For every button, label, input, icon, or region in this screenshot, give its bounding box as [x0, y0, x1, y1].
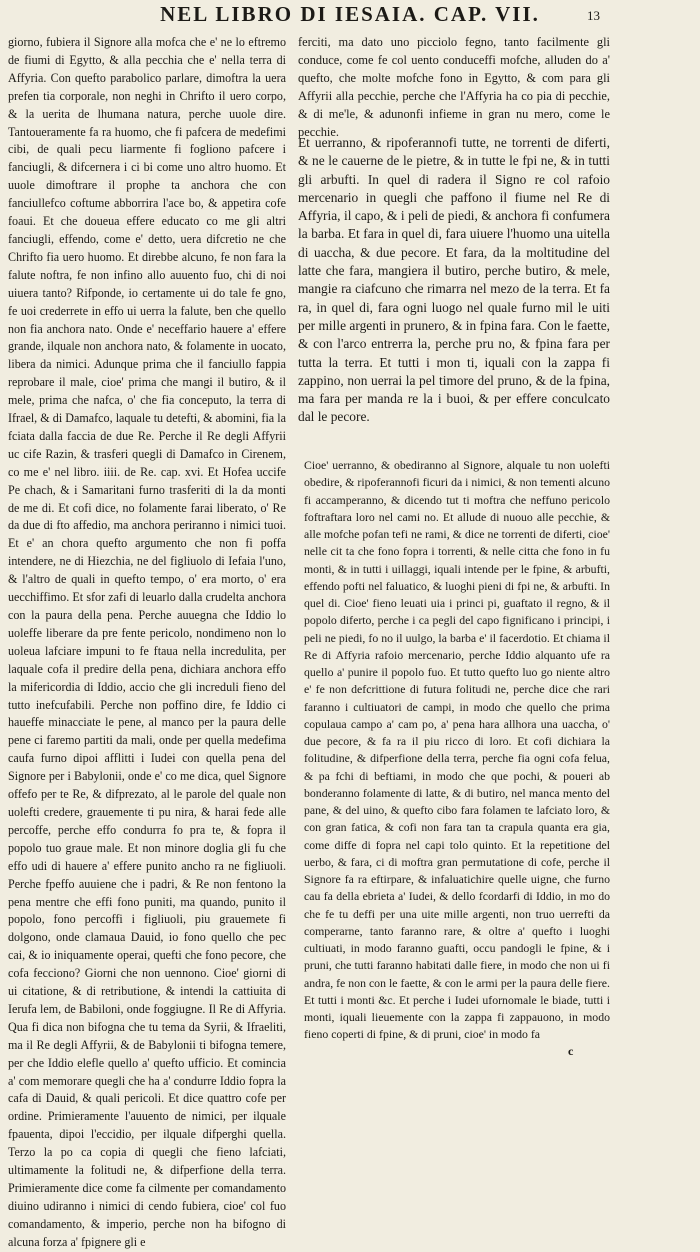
running-title: NEL LIBRO DI IESAIA. CAP. VII. — [160, 2, 540, 26]
right-column-top — [298, 34, 610, 141]
running-header — [0, 2, 700, 34]
scripture-text: Et uerranno, & ripoferannofi tutte, ne torrenti de diferti, & ne le cauerne de le pietre, & in tutte le fpi ne, & in tutti gli arbufti. In quel di radera il Signo re col rafoio mercenario in quegli che paffono il fiume nel Re di Affyria, il capo, & i peli de piedi, & anchora fi confumera la barba. Et fara in quel di, fara uiuere l'huomo una uitella di uaccha, & due pecore. Et fara, da la moltitudine del latte che fara, mangiera il butiro, perche butiro, & mele, mangie ra ciafcuno che rimarra nel mezo de la terra. Et fa ra, in quel di, fara ogni luogo nel quale furno mil le uiti per mille argenti in prunero, & in fpina fara. Con le faette, & con l'arco entrerra la, perche pru no, & fpina fara per tutta la terra. Et tutti i mon ti, iquali con la zappa fi zappino, non uerrai la pel timore del pruno, & de la fpina, ma fara per manda re la i buoi, & per effere conculcato dal le pecore. — [298, 135, 610, 425]
catchword: c — [568, 1044, 574, 1058]
folio-number: 13 — [587, 8, 600, 23]
left-commentary-text: giorno, fubiera il Signore alla mofca che e' ne lo eftremo de fiumi di Egytto, & alla pecchia che e' nella terra di Affyria. Con quefto parabolico parlare, dimoftra la uera prefen tia corporale, non neghi in Chrifto il uero corpo, & la uerita de lhumana natura, perche uuole dire. Tantoueramente fa ra huomo, che fi pafcera de medefimi cibi, de quali pecu liarmente fi fogliono pafcere i fanciugli, & difcernera i ci bi come uno altro huomo. Et uuole dimoftrare il prophe ta anchora che con fanciullefco coftume abborrira l'ace bo, & appetira cofe foaui. Et che doueua effere educato co me gli altri fanciugli, effendo, come e' detto, uera difcretio ne che Chrifto fia uero huomo. Et direbbe alcuno, fe non fara la falute noftra, fe non infino allo auuento fuo, chi di noi uiuera tanto? Rifponde, io certamente ui do tale fe gno, fe uoi crederrete in effo ui uerra la falute, ben che quello non fia anchora nato. Onde e' neceffario hauere a' effere grande, ilquale non anchora nato, & folamente in uocato, libera da nimici. Adunque prima che il fanciullo fappia reprobare il male, cioe' prima che mangi il butiro, & il mele, prima che nafca, o' che fia conceputo, la terra di Ifrael, & di Damafco, laquale tu detefti, & abomini, fia la fciata dalla faccia de due Re. Perche il Re degli Affyrii uc cife Razin, & trasferi quegli di Damafco in Cirenem, co me e' nel libro. iiii. de Re. cap. xvi. Et Hofea uccife Pe chach, & i Samaritani furno trasferiti di la da monti de me di. Et cofi dice, no folamente farai liberato, o' Re da due di fto affedio, ma anchora periranno i nimici tuoi. Et e' an chora quefto argumento che non fi poffa intendere, ne di Hiezchia, ne del figliuolo di Iefaia l'uno, & l'altro de quali in quefto tempo, o' era morto, o' era uecchiffimo. Et sfor zafi di leuarlo dalla crudelta anchora con la paura della pena. Perche auuegna che Iddio lo uoleffe liberare da pre fente pericolo, nondimeno non lo uoleua lafciare impuni to fe ftaua nella incredulita, per laquale cofa il predire della pena, dichiara anchora effo la mifericordia di Iddio, accio che gli increduli fieno del tutto inefcufabili. Perche non poffino dire, fe Iddio ci haueffe minacciate le pene, al manco per la paura delle pene ci faremo partiti da mali, onde per quella medefima caufa furno dipoi afflitti i Iudei con quella pena del Signore per i Babylonii, onde e' co me dica, quel Signore offefo per te Re, & difprezato, al le parole del quale non uolefti credere, grauemente ti pu nira, & harai fede alle percoffe, perche effo condurra fo pra te, & fopra il popolo tuo graue male. Et non minore doglia gli fu che effo udi di hauere a' effere punito ancho ra ne figliuoli. Perche fpeffo auuiene che i padri, & Re non fentono la pena mentre che effi fono puniti, ma quando, punito il popolo, fono percoffi i figliuoli, piu grauemete fi dolgono, onde clamaua Dauid, io fono quello che pec cai, & io iniquamente operai, quefti che fono pecore, che cofa fecciono? Giorni che non uennono. Cioe' giorni di ui citatione, & di retributione, & intendi la cattiuita di Ierufa lem, de Babiloni, onde foggiugne. Il Re di Affyria. Qua fi dica non bifogna che tu tema da Syrii, & Ifraeliti, ma il Re degli Affyrii, & de Babylonii ti bifogna temere, per che Iddio elefle quello a' quefto ufficio. Et comincia a' com memorare quegli che ha a' condurre Iddio fopra la cafa di Dauid, & quali pericoli. Et dice quattro cofe per ordine. Primieramente l'auuento de nimici, per ilquale fpauenta, dipoi l'eccidio, per ilquale difperghi quella. Terzo la po ca copia di quegli che fieno lafciati, ultimamente la folitudi ne, & difperfione della terra. Primieramente dice come fa cilmente per comandamento diuino udiranno i nimici di cendo fubiera, cioe' col fuo comandamento, & imperio, perche non ha bifogno di alcuna forza a' fpignere gli e — [8, 35, 286, 1249]
scripture-passage — [298, 134, 610, 427]
left-column — [8, 34, 286, 1252]
right-commentary-continuation: ferciti, ma dato uno picciolo fegno, tanto facilmente gli conduce, come fe col uento conduceffi mofche, alluden do a' quefto, che molte mofche fono in Egytto, & com para gli Affyrii alla pecchie, perche che l'Affyria ha co pia di pecchie, & di me'le, & adunonfi infieme in gran nu mero, come le pecchie. — [298, 35, 610, 139]
right-commentary — [304, 457, 610, 1044]
right-commentary-text: Cioe' uerranno, & obediranno al Signore, alquale tu non uolefti obedire, & ripoferannofi ficuri da i nimici, & non tementi alcuno fi accamperanno, & dicendo tut ti moftra che neffuno pericolo foftraftara loro nel cami no. Et allude di nuouo alle pecchie, & alle mofche pofan tefi ne rami, & dice ne torrenti de diferti, cioe' nelle cit ta che fono fopra i torrenti, & nelle citta che fono in fu monti, & in tutti i uillaggi, iquali intende per le fpine, & arbufti, effendo pofti nel faluatico, & luoghi pieni di fpi ne, & arbufti. In quel di. Cioe' fieno leuati uia i princi pi, guaftato il regno, & il popolo diferto, perche i ca pegli del capo fignificano i principi, i peli ne piedi, fo no il uulgo, la barba e' il facerdotio. Et chiama il Re di Affyria rafoio mercenario, perche Iddio alquanto ufe ra quello a' punire il popolo fuo. Et tutto quefto luo go niente altro e' fe non defcrittione di futura folitudi ne, perche dice che rari faranno i cultiuatori de campi, in modo che quello che prima copulaua campo a' cam po, a' pena hara allhora una uaccha, o' due pecore, & fa ra il piu ricco di loro. Et cofi dichiara la folitudine, & difperfione della terra, perche fia ogni cofa felua, & pa fchi di beftiami, in modo che que pochi, & poueri ab bonderanno folamente di latte, & di butiro, nel manca mento del pane, & del uino, & quefto cibo fara folamen te lafciato loro, & con gran fatica, & cofi non fara tan ta crapula quanta era gia, come diffe di fopra nel capi tolo quinto. Et la repetitione del uerbo, & fara, ci di moftra gran permutatione di cofe, perche il Signore fa ra eftirpare, & infaluatichire quelle uigne, che furno cau fa della ebrieta a' Iudei, & dello fcordarfi di Iddio, in mo do che fe tu deffi per una uite mille argenti, non truo uerrefti da comperarne, tanto faranno rare, & oltre a' quefto i luoghi cultiuati, in modo faranno guafti, occu pandogli le fpine, & i pruni, che tutti faranno habitati dalle fiere, in modo che non ui fi andra, fe non con le faette, & con le armi per la paura delle fiere. Et tutti i monti &c. Et perche i Iudei ufornomale le biade, tutti i monti, iquali lieuemente con la zappa fi zappauono, in modo fieno coperti di fpine, & di pruni, cioe' in modo fa — [304, 458, 610, 1042]
